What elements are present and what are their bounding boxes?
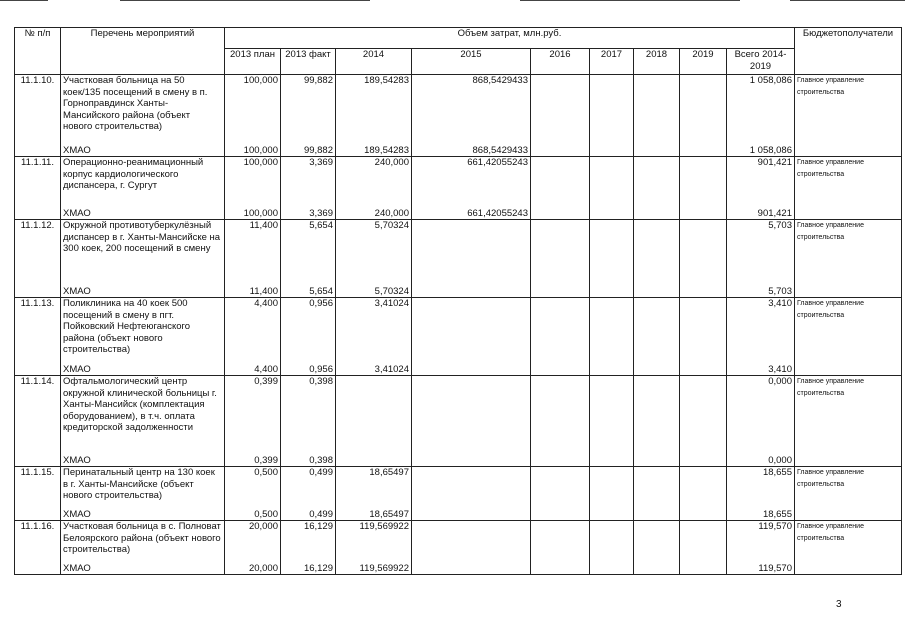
value-cell (225, 157, 281, 220)
measure-name: Поликлиника на 40 коек 500 посещений в смену в пгт. Пойковский Нефтеюганского района (объект нового строительства) (63, 298, 191, 355)
value-main: 4,400 (254, 298, 278, 309)
value-main: 16,129 (303, 521, 333, 532)
value-cell (225, 376, 281, 467)
value-cell (634, 220, 680, 298)
recipient-cell: Главное управление строительства (795, 220, 902, 298)
value-cell (412, 157, 531, 220)
value-subtotal: 868,5429433 (472, 144, 528, 156)
value-subtotal: 5,654 (309, 285, 333, 297)
measure-cell (61, 467, 225, 521)
value-cell (590, 376, 634, 467)
header-year: 2013 план (225, 49, 281, 75)
measure-name: Операционно-реанимационный корпус кардиологического диспансера, г. Сургут (63, 157, 204, 191)
value-subtotal: 0,000 (768, 454, 792, 466)
value-main: 189,54283 (364, 75, 409, 86)
measure-cell (61, 75, 225, 157)
value-cell (531, 75, 590, 157)
row-number: 11.1.15. (15, 467, 61, 521)
value-main: 868,5429433 (472, 75, 528, 86)
value-cell (336, 220, 412, 298)
value-cell (281, 467, 336, 521)
value-main: 5,703 (768, 220, 792, 231)
value-subtotal: 240,000 (374, 207, 409, 219)
measure-subtotal-label: ХМАО (63, 285, 91, 297)
row-number: 11.1.10. (15, 75, 61, 157)
value-cell (634, 298, 680, 376)
value-subtotal: 18,655 (762, 508, 792, 520)
measure-subtotal-label: ХМАО (63, 454, 91, 466)
value-cell (281, 521, 336, 575)
value-cell (281, 376, 336, 467)
value-cell (336, 157, 412, 220)
recipient-cell: Главное управление строительства (795, 467, 902, 521)
value-main: 119,569922 (359, 521, 409, 532)
value-subtotal: 901,421 (757, 207, 792, 219)
value-cell (680, 298, 727, 376)
header-year: 2016 (531, 49, 590, 75)
value-main: 3,369 (309, 157, 333, 168)
header-number: № п/п (15, 28, 61, 75)
value-main: 5,654 (309, 220, 333, 231)
header-costs: Объем затрат, млн.руб. (225, 28, 795, 49)
value-cell (531, 157, 590, 220)
value-main: 99,882 (303, 75, 333, 86)
value-cell (281, 220, 336, 298)
value-cell (634, 157, 680, 220)
value-main: 0,500 (254, 467, 278, 478)
value-cell (727, 376, 795, 467)
value-subtotal: 5,70324 (374, 285, 409, 297)
value-cell (412, 376, 531, 467)
value-subtotal: 1 058,086 (749, 144, 792, 156)
value-cell (336, 75, 412, 157)
value-main: 3,410 (768, 298, 792, 309)
row-number: 11.1.12. (15, 220, 61, 298)
value-cell (336, 521, 412, 575)
value-cell (634, 376, 680, 467)
page-number: 3 (836, 599, 842, 610)
value-cell (590, 75, 634, 157)
value-subtotal: 4,400 (254, 363, 278, 375)
value-cell (590, 467, 634, 521)
value-cell (634, 521, 680, 575)
value-cell (281, 157, 336, 220)
measure-name: Перинатальный центр на 130 коек в г. Ханты-Мансийске (объект нового строительства) (63, 467, 215, 501)
value-cell (225, 220, 281, 298)
value-subtotal: 11,400 (249, 285, 278, 297)
table-row (15, 467, 902, 521)
table-row (15, 376, 902, 467)
value-subtotal: 0,500 (254, 508, 278, 520)
row-number: 11.1.16. (15, 521, 61, 575)
value-cell (412, 75, 531, 157)
value-cell (590, 220, 634, 298)
value-cell (680, 376, 727, 467)
cost-table (14, 27, 902, 575)
value-main: 901,421 (757, 157, 792, 168)
value-main: 100,000 (243, 157, 278, 168)
table-row (15, 75, 902, 157)
value-cell (727, 467, 795, 521)
row-number: 11.1.11. (15, 157, 61, 220)
value-cell (531, 220, 590, 298)
value-main: 3,41024 (374, 298, 409, 309)
header-year: 2017 (590, 49, 634, 75)
measure-cell (61, 220, 225, 298)
value-main: 5,70324 (374, 220, 409, 231)
header-year: Всего 2014-2019 (727, 49, 795, 75)
value-main: 0,398 (309, 376, 333, 387)
value-cell (680, 220, 727, 298)
value-cell (727, 157, 795, 220)
value-cell (531, 467, 590, 521)
measure-name: Офтальмологический центр окружной клинической больницы г. Ханты-Мансийск (комплектация оборудованием), в т.ч. оплата кредиторской задолженности (63, 376, 217, 433)
value-cell (727, 220, 795, 298)
value-main: 100,000 (243, 75, 278, 86)
recipient-cell: Главное управление строительства (795, 75, 902, 157)
value-cell (225, 298, 281, 376)
value-cell (531, 298, 590, 376)
value-subtotal: 0,956 (309, 363, 333, 375)
header-year: 2018 (634, 49, 680, 75)
value-cell (680, 75, 727, 157)
value-cell (680, 157, 727, 220)
row-number: 11.1.13. (15, 298, 61, 376)
value-subtotal: 3,41024 (374, 363, 409, 375)
value-main: 0,956 (309, 298, 333, 309)
header-year: 2015 (412, 49, 531, 75)
value-subtotal: 18,65497 (369, 508, 409, 520)
value-subtotal: 99,882 (303, 144, 333, 156)
value-main: 0,000 (768, 376, 792, 387)
measure-cell (61, 157, 225, 220)
measure-name: Окружной противотуберкулёзный диспансер в г. Ханты-Мансийске на 300 коек, 200 посещений в смену (63, 220, 221, 254)
recipient-cell: Главное управление строительства (795, 376, 902, 467)
value-main: 119,570 (758, 521, 792, 532)
value-subtotal: 0,399 (254, 454, 278, 466)
value-main: 18,655 (762, 467, 792, 478)
measure-cell (61, 521, 225, 575)
value-main: 1 058,086 (749, 75, 792, 86)
value-subtotal: 661,42055243 (467, 207, 528, 219)
measure-subtotal-label: ХМАО (63, 562, 91, 574)
measure-subtotal-label: ХМАО (63, 207, 91, 219)
value-subtotal: 3,369 (309, 207, 333, 219)
value-subtotal: 20,000 (248, 562, 278, 574)
value-cell (680, 521, 727, 575)
value-cell (531, 376, 590, 467)
value-cell (727, 521, 795, 575)
value-main: 11,400 (249, 220, 278, 231)
value-subtotal: 189,54283 (364, 144, 409, 156)
value-subtotal: 16,129 (303, 562, 333, 574)
value-cell (412, 467, 531, 521)
value-cell (590, 298, 634, 376)
recipient-cell: Главное управление строительства (795, 298, 902, 376)
value-subtotal: 100,000 (243, 207, 278, 219)
value-cell (336, 376, 412, 467)
value-subtotal: 100,000 (243, 144, 278, 156)
measure-cell (61, 298, 225, 376)
value-cell (412, 220, 531, 298)
measure-subtotal-label: ХМАО (63, 508, 91, 520)
value-main: 20,000 (248, 521, 278, 532)
value-cell (634, 467, 680, 521)
header-measures: Перечень мероприятий (61, 28, 225, 75)
value-subtotal: 5,703 (768, 285, 792, 297)
value-subtotal: 0,398 (309, 454, 333, 466)
measure-subtotal-label: ХМАО (63, 144, 91, 156)
value-subtotal: 119,570 (758, 562, 792, 574)
measure-cell (61, 376, 225, 467)
value-cell (412, 298, 531, 376)
value-cell (336, 298, 412, 376)
value-cell (590, 521, 634, 575)
value-cell (281, 75, 336, 157)
value-cell (336, 467, 412, 521)
table-row (15, 521, 902, 575)
recipient-cell: Главное управление строительства (795, 157, 902, 220)
value-cell (727, 75, 795, 157)
value-cell (412, 521, 531, 575)
value-cell (680, 467, 727, 521)
recipient-cell: Главное управление строительства (795, 521, 902, 575)
measure-name: Участковая больница в с. Полноват Белоярского района (объект нового строительства) (63, 521, 221, 555)
header-year: 2019 (680, 49, 727, 75)
row-number: 11.1.14. (15, 376, 61, 467)
value-cell (531, 521, 590, 575)
value-main: 240,000 (374, 157, 409, 168)
measure-subtotal-label: ХМАО (63, 363, 91, 375)
header-year: 2014 (336, 49, 412, 75)
value-main: 661,42055243 (467, 157, 528, 168)
value-subtotal: 3,410 (768, 363, 792, 375)
measure-name: Участковая больница на 50 коек/135 посещений в смену в п. Горноправдинск Ханты-Мансийского района (объект нового строительства) (63, 75, 208, 132)
value-cell (225, 467, 281, 521)
table-row (15, 220, 902, 298)
value-subtotal: 119,569922 (359, 562, 409, 574)
value-cell (590, 157, 634, 220)
value-cell (281, 298, 336, 376)
table-row (15, 157, 902, 220)
value-main: 0,399 (254, 376, 278, 387)
value-main: 18,65497 (369, 467, 409, 478)
header-recipient: Бюджетополучатели (795, 28, 902, 75)
value-cell (225, 75, 281, 157)
value-subtotal: 0,499 (309, 508, 333, 520)
value-main: 0,499 (309, 467, 333, 478)
value-cell (634, 75, 680, 157)
table-row (15, 298, 902, 376)
value-cell (225, 521, 281, 575)
header-year: 2013 факт (281, 49, 336, 75)
value-cell (727, 298, 795, 376)
